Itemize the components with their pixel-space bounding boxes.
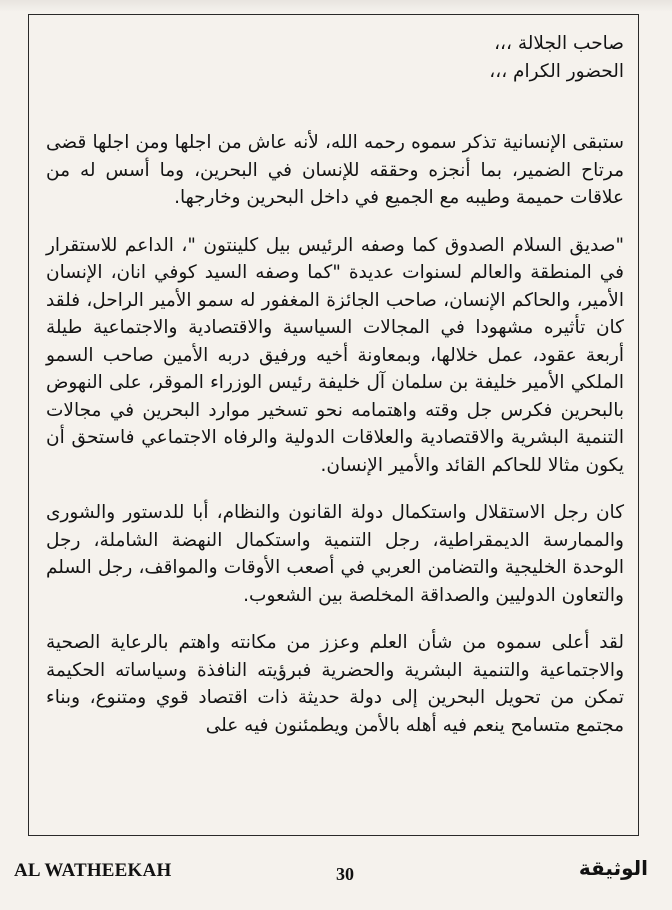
footer-page-number: 30 [336, 864, 354, 884]
footer-publication-name-arabic: الوثيقة [578, 856, 648, 880]
spacer [46, 609, 624, 629]
spacer [46, 212, 624, 232]
greeting-line: صاحب الجلالة ،،، [494, 33, 624, 54]
document-body [46, 30, 624, 739]
spacer [46, 479, 624, 499]
greeting-line: الحضور الكرام ،،، [489, 60, 624, 82]
spacer [46, 85, 624, 129]
paragraph: ستبقى الإنسانية تذكر سموه رحمه الله، لأنه عاش من اجلها ومن اجلها قضى مرتاح الضمير، بما أنجزه وحققه للإنسان في البحرين، وما أسس له من علاقات حميمة وطيبه مع الجميع في داخل البحرين وخارجها. [46, 132, 624, 208]
paragraph: لقد أعلى سموه من شأن العلم وعزز من مكانته واهتم بالرعاية الصحية والاجتماعية والتنمية البشرية والحضرية فبرؤيته النافذة وسياساته الحكيمة تمكن من تحويل البحرين إلى دولة حديثة ذات اقتصاد قوي ومتنوع، وبناء مجتمع متسامح ينعم فيه أهله بالأمن ويطمئنون فيه على [46, 632, 624, 736]
footer-publication-name-latin: AL WATHEEKAH [14, 860, 172, 881]
paragraph: كان رجل الاستقلال واستكمال دولة القانون والنظام، أبا للدستور والشورى والممارسة الديمقراطية، رجل التنمية واستكمال النهضة الشاملة، رجل الوحدة الخليجية والتضامن العربي في أصعب الأوقات والمواقف، رجل السلم والتعاون الدوليين والصداقة المخلصة بين الشعوب. [46, 502, 624, 606]
paragraph: "صديق السلام الصدوق كما وصفه الرئيس بيل كلينتون "، الداعم للاستقرار في المنطقة والعالم لسنوات عديدة "كما وصفه السيد كوفي انان، الإنسان الأمير، والحاكم الإنسان، صاحب الجائزة المغفور له سمو الأمير الراحل، فلقد كان تأثيره مشهودا في المجالات السياسية والاقتصادية والاجتماعية طيلة أربعة عقود، عمل خلالها، وبمعاونة أخيه ورفيق دربه الأمين صاحب السمو الملكي الأمير خليفة بن سلمان آل خليفة رئيس الوزراء الموقر، على النهوض بالبحرين فكرس جل وقته واهتمامه نحو تسخير موارد البحرين في مجالات التنمية البشرية والاقتصادية والعلاقات الدولية والرفاه الاجتماعي فاستحق أن يكون مثالا للحاكم القائد والأمير الإنسان. [46, 234, 624, 476]
top-edge-strip [0, 0, 672, 12]
